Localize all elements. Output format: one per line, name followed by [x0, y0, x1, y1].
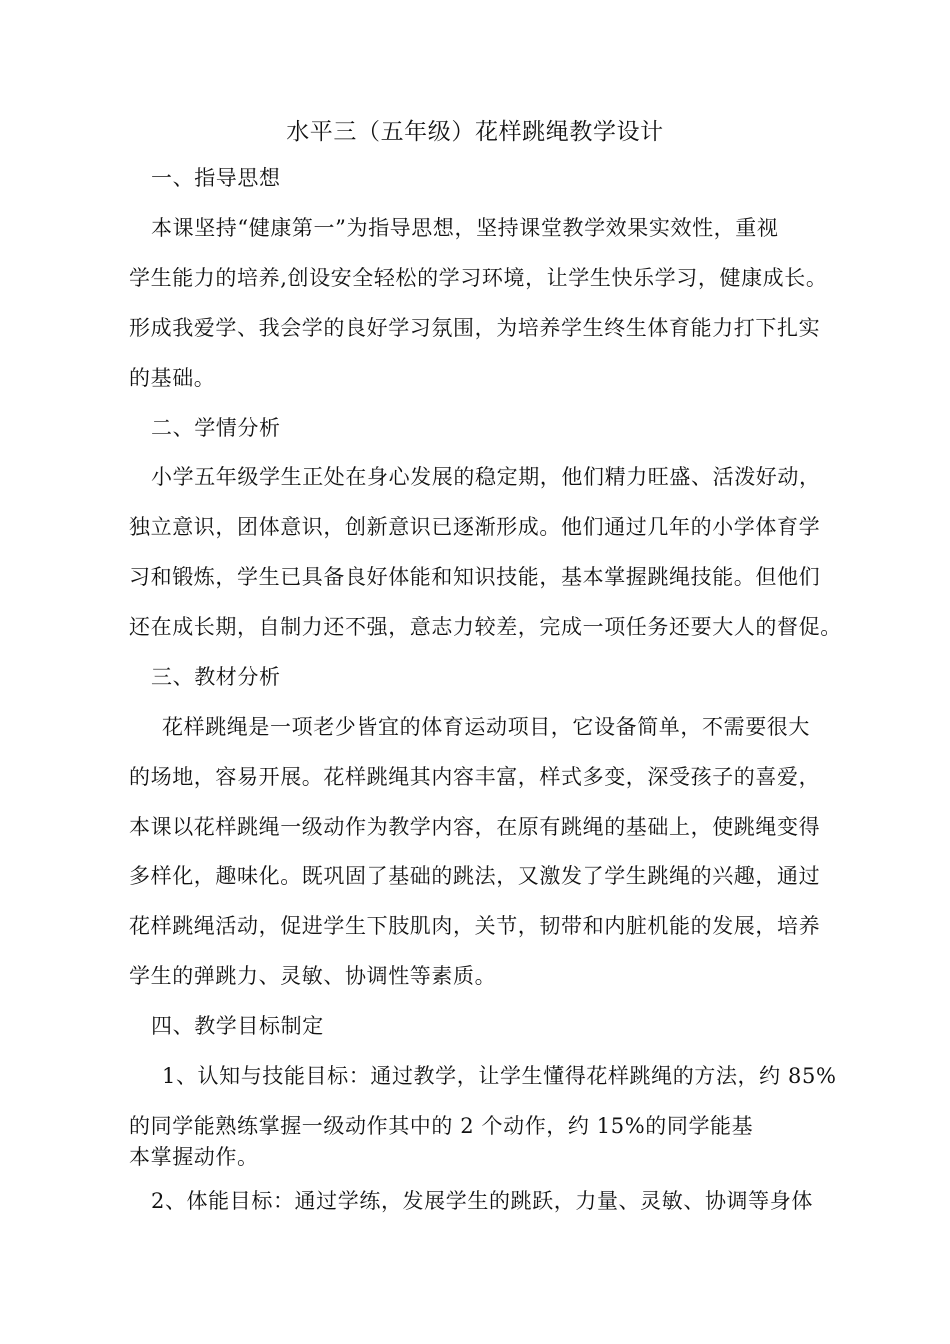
paragraph-line: 花样跳绳是一项老少皆宜的体育运动项目，它设备简单，不需要很大: [162, 715, 810, 739]
paragraph-line: 独立意识，团体意识，创新意识已逐渐形成。他们通过几年的小学体育学: [129, 515, 821, 539]
paragraph-line: 的同学能熟练掌握一级动作其中的 2 个动作，约 15%的同学能基: [129, 1114, 754, 1138]
paragraph-line: 学生能力的培养,创设安全轻松的学习环境，让学生快乐学习，健康成长。: [129, 266, 828, 290]
paragraph-line: 形成我爱学、我会学的良好学习氛围，为培养学生终生体育能力打下扎实: [129, 316, 821, 340]
paragraph-line: 习和锻炼，学生已具备良好体能和知识技能，基本掌握跳绳技能。但他们: [129, 565, 821, 589]
document-title: 水平三（五年级）花样跳绳教学设计: [286, 119, 664, 145]
paragraph-line: 花样跳绳活动，促进学生下肢肌肉，关节，韧带和内脏机能的发展，培养: [129, 914, 821, 938]
paragraph-line: 多样化，趣味化。既巩固了基础的跳法，又激发了学生跳绳的兴趣，通过: [129, 864, 821, 888]
paragraph-line: 1、认知与技能目标：通过教学，让学生懂得花样跳绳的方法，约 85%: [162, 1064, 837, 1088]
section-heading: 二、学情分析: [151, 416, 281, 440]
paragraph-line: 2、体能目标：通过学练，发展学生的跳跃，力量、灵敏、协调等身体: [151, 1189, 813, 1213]
paragraph-line: 本课坚持“健康第一”为指导思想，坚持课堂教学效果实效性，重视: [151, 216, 779, 240]
paragraph-line: 的基础。: [129, 366, 216, 390]
paragraph-line: 小学五年级学生正处在身心发展的稳定期，他们精力旺盛、活泼好动，: [151, 465, 821, 489]
paragraph-line: 本课以花样跳绳一级动作为教学内容，在原有跳绳的基础上，使跳绳变得: [129, 815, 821, 839]
section-heading: 三、教材分析: [151, 665, 281, 689]
section-heading: 一、指导思想: [151, 166, 281, 190]
paragraph-line: 本掌握动作。: [129, 1145, 259, 1169]
section-heading: 四、教学目标制定: [151, 1014, 324, 1038]
paragraph-line: 还在成长期，自制力还不强，意志力较差，完成一项任务还要大人的督促。: [129, 615, 842, 639]
paragraph-line: 学生的弹跳力、灵敏、协调性等素质。: [129, 964, 497, 988]
paragraph-line: 的场地，容易开展。花样跳绳其内容丰富，样式多变，深受孩子的喜爱，: [129, 765, 821, 789]
